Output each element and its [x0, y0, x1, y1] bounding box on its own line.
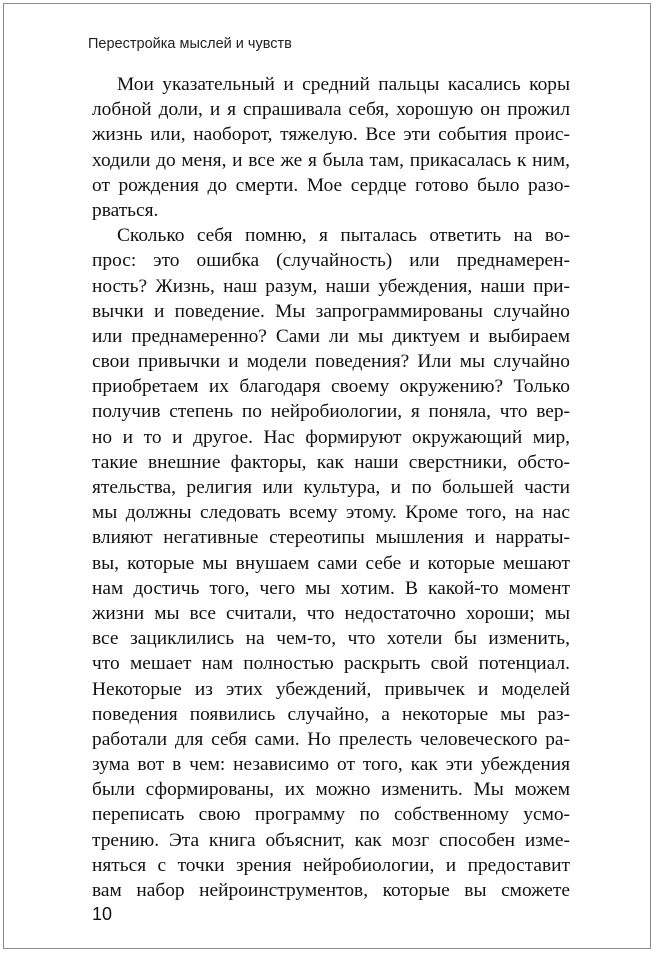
text-line: были сформированы, их можно изменить. Мы можем: [92, 779, 570, 801]
text-line: ятельства, религия или культура, и по большей части: [92, 477, 570, 498]
text-line: ность? Жизнь, наш разум, наши убеждения, наши при-: [92, 275, 570, 297]
text-line: прос: это ошибка (случайность) или преднамерен-: [92, 250, 570, 272]
text-line: приобретаем их благодаря своему окружению? Только: [92, 376, 570, 398]
text-line: вы, которые мы внушаем сами себе и которые мешают: [92, 552, 570, 574]
text-line: жизни мы все считали, что недостаточно хороши; мы: [92, 602, 570, 624]
text-line: поведения появились случайно, а некоторые мы раз-: [92, 703, 570, 725]
text-line: нам достичь того, чего мы хотим. В какой-то момент: [92, 577, 570, 599]
text-line: или преднамеренно? Сами ли мы диктуем и выбираем: [92, 325, 570, 347]
text-line: вычки и поведение. Мы запрограммированы случайно: [92, 300, 570, 322]
text-line: жизнь или, наоборот, тяжелую. Все эти события проис-: [92, 124, 570, 146]
text-line: получив степень по нейробиологии, я поняла, что вер-: [92, 401, 570, 423]
text-line: лобной доли, и я спрашивала себя, хорошую он прожил: [92, 99, 570, 121]
page-number: 10: [92, 904, 113, 924]
text-line: от рождения до смерти. Мое сердце готово было разо-: [92, 174, 570, 196]
running-header: Перестройка мыслей и чувств: [88, 36, 292, 52]
text-line: что мешает нам полностью раскрыть свой потенциал.: [92, 653, 570, 675]
text-line: такие внешние факторы, как наши сверстники, обсто-: [92, 451, 570, 473]
text-line: зума вот в чем: независимо от того, как эти убеждения: [92, 754, 570, 776]
text-line: но и то и другое. Нас формируют окружающий мир,: [92, 426, 570, 448]
text-line: работали для себя сами. Но прелесть человеческого ра-: [92, 728, 570, 750]
text-line: рваться.: [92, 199, 159, 221]
text-line: все зациклились на чем-то, что хотели бы изменить,: [92, 628, 570, 650]
text-line: трению. Эта книга объяснит, как мозг способен изме-: [92, 829, 570, 851]
text-line: Мои указательный и средний пальцы касались коры: [117, 74, 570, 95]
text-line: ходили до меня, и все же я была там, прикасалась к ним,: [92, 149, 570, 171]
text-line: Сколько себя помню, я пыталась ответить на во-: [117, 225, 570, 247]
text-line: влияют негативные стереотипы мышления и нарраты-: [92, 527, 570, 549]
text-line: няться с точки зрения нейробиологии, и предоставит: [92, 854, 570, 876]
text-line: свои привычки и модели поведения? Или мы случайно: [92, 351, 570, 373]
text-line: вам набор нейроинструментов, которые вы сможете: [92, 880, 570, 901]
body-text: [92, 72, 570, 903]
text-line: мы должны следовать всему этому. Кроме того, на нас: [92, 502, 570, 524]
text-line: Некоторые из этих убеждений, привычек и моделей: [92, 678, 570, 700]
text-line: переписать свою программу по собственному усмо-: [92, 804, 570, 826]
